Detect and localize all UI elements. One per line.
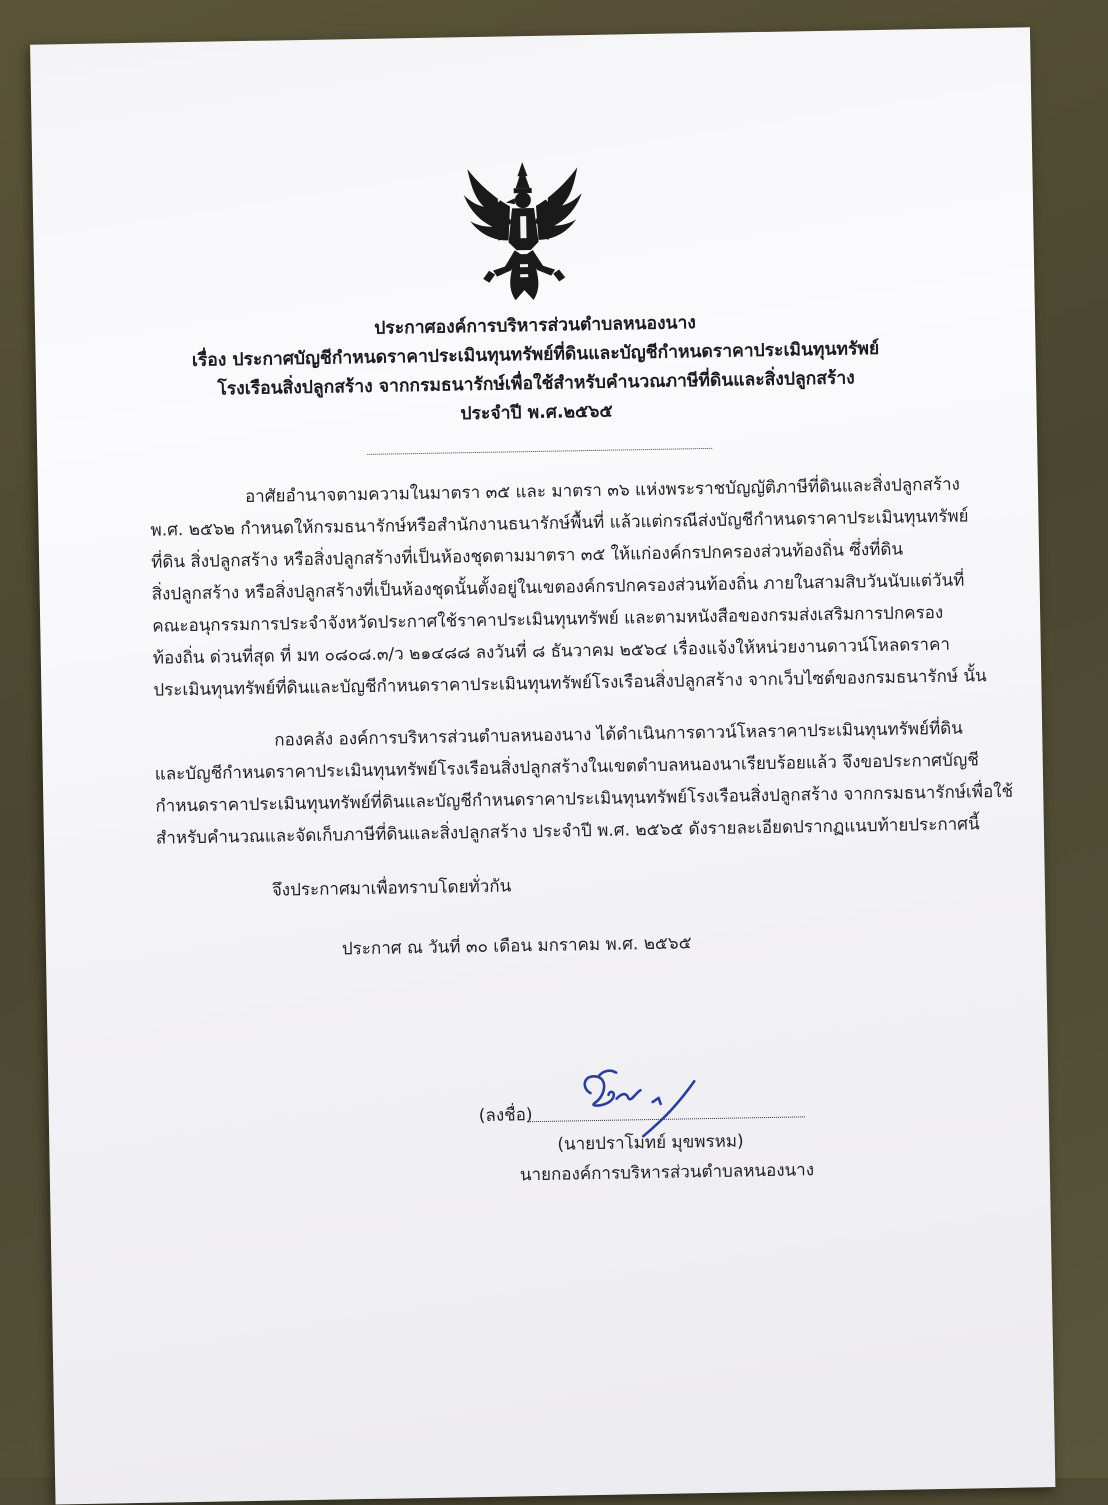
announcement-date: ประกาศ ณ วันที่ ๓๐ เดือน มกราคม พ.ศ. ๒๕๖๕ xyxy=(341,933,692,960)
paragraph-2-line: และบัญชีกำหนดราคาประเมินทุนทรัพย์โรงเรือนสิ่งปลูกสร้างในเขตตำบลหนองนาเรียบร้อยแล้ว จึงขอประกาศบัญชี xyxy=(154,750,980,785)
sign-label: (ลงชื่อ) xyxy=(478,1105,533,1127)
announcement-subject-cont: โรงเรือนสิ่งปลูกสร้าง จากกรมธนารักษ์เพื่อใช้สำหรับคำนวณภาษีที่ดินและสิ่งปลูกสร้าง xyxy=(217,368,855,400)
title-divider xyxy=(367,448,712,455)
paragraph-1-line: อาศัยอำนาจตามความในมาตรา ๓๕ และ มาตรา ๓๖ แห่งพระราชบัญญัติภาษีที่ดินและสิ่งปลูกสร้าง xyxy=(244,474,961,508)
announcement-title: ประกาศองค์การบริหารส่วนตำบลหนองนาง xyxy=(374,313,697,339)
paragraph-1-line: พ.ศ. ๒๕๖๒ กำหนดให้กรมธนารักษ์หรือสำนักงานธนารักษ์พื้นที่ แล้วแต่กรณีส่งบัญชีกำหนดราคาประเมินทุนทรัพย์ xyxy=(150,506,969,541)
paragraph-1-line: ประเมินทุนทรัพย์ที่ดินและบัญชีกำหนดราคาประเมินทุนทรัพย์โรงเรือนสิ่งปลูกสร้าง จากเว็บไซต์ของกรมธนารักษ์ นั้น xyxy=(153,666,987,701)
handwritten-signature xyxy=(576,1061,707,1143)
closing-statement: จึงประกาศมาเพื่อทราบโดยทั่วกัน xyxy=(271,876,512,901)
signer-position: นายกองค์การบริหารส่วนตำบลหนองนาง xyxy=(519,1160,815,1186)
paragraph-2-line: กองคลัง องค์การบริหารส่วนตำบลหนองนาง ได้ดำเนินการดาวน์โหลราคาประเมินทุนทรัพย์ที่ดิน xyxy=(274,718,964,751)
paragraph-1-line: สิ่งปลูกสร้าง หรือสิ่งปลูกสร้างที่เป็นห้องชุดนั้นตั้งอยู่ในเขตองค์กรปกครองส่วนท้องถิ่น ภายในสามสิบวันนับแต่วันที่ xyxy=(151,570,965,605)
announcement-subject: เรื่อง ประกาศบัญชีกำหนดราคาประเมินทุนทรัพย์ที่ดินและบัญชีกำหนดราคาประเมินทุนทรัพย์ xyxy=(191,338,880,371)
signer-name: (นายปราโมทย์ มุขพรหม) xyxy=(557,1131,744,1155)
document-page xyxy=(30,27,1055,1504)
paragraph-1-line: ท้องถิ่น ด่วนที่สุด ที่ มท ๐๘๐๘.๓/ว ๒๑๔๘๘ ลงวันที่ ๘ ธันวาคม ๒๕๖๔ เรื่องแจ้งให้หน่วยงานดาวน์โหลดราคา xyxy=(152,634,951,669)
paragraph-1-line: คณะอนุกรรมการประจำจังหวัดประกาศใช้ราคาประเมินทุนทรัพย์ และตามหนังสือของกรมส่งเสริมการปกครอง xyxy=(152,602,944,637)
announcement-year: ประจำปี พ.ศ.๒๕๖๕ xyxy=(460,401,613,425)
paragraph-1-line: ที่ดิน สิ่งปลูกสร้าง หรือสิ่งปลูกสร้างที่เป็นห้องชุดตามมาตรา ๓๕ ให้แก่องค์กรปกครองส่วนท้องถิ่น ซึ่งที่ดิน xyxy=(150,539,904,573)
paragraph-2-line: สำหรับคำนวณและจัดเก็บภาษีที่ดินและสิ่งปลูกสร้าง ประจำปี พ.ศ. ๒๕๖๕ ดังรายละเอียดปรากฏแนบท้ายประกาศนี้ xyxy=(155,814,980,849)
paragraph-2-line: กำหนดราคาประเมินทุนทรัพย์ที่ดินและบัญชีกำหนดราคาประเมินทุนทรัพย์โรงเรือนสิ่งปลูกสร้าง จากกรมธนารักษ์เพื่อใช้ xyxy=(155,781,1014,817)
garuda-emblem-icon xyxy=(457,153,590,305)
